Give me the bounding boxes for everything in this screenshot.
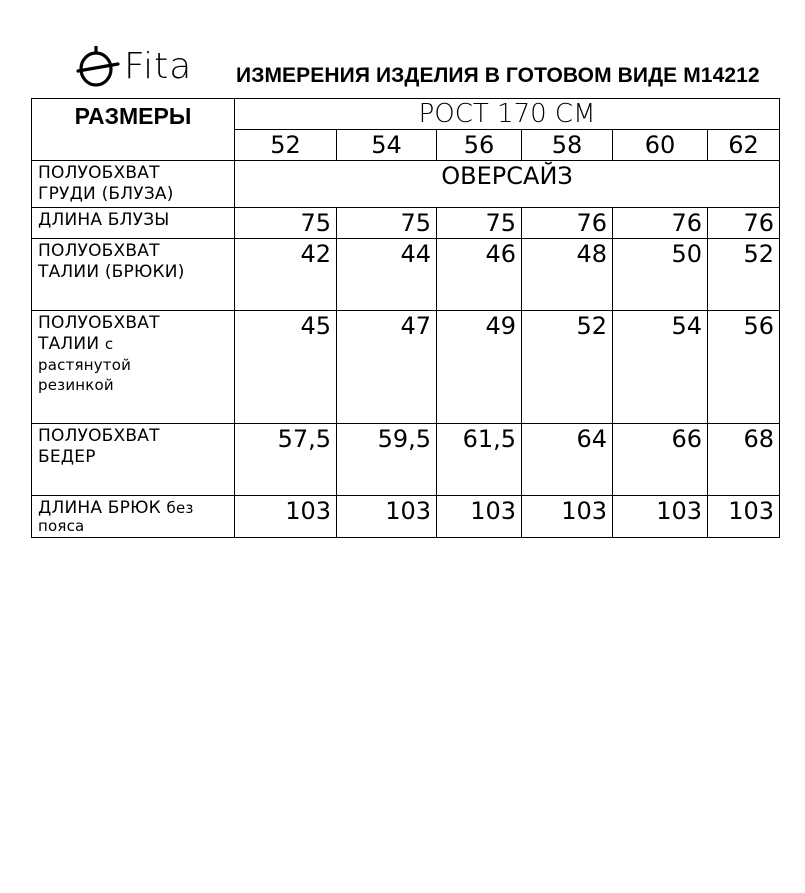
brand-logo bbox=[76, 44, 192, 90]
label-line bbox=[38, 334, 234, 355]
table-cell: 76 bbox=[708, 208, 780, 239]
row-label-chest bbox=[32, 161, 235, 208]
size-header-cell: 54 bbox=[337, 130, 437, 161]
size-header-cell: 56 bbox=[437, 130, 522, 161]
table-cell: 52 bbox=[522, 311, 613, 424]
table-row-trousers-length bbox=[32, 496, 780, 538]
table-cell: 59,5 bbox=[337, 424, 437, 496]
table-row-blouse-length bbox=[32, 208, 780, 239]
label-line: ПОЛУОБХВАТ bbox=[38, 241, 160, 261]
label-line: резинкой bbox=[38, 376, 114, 394]
label-line bbox=[38, 498, 234, 519]
size-header-cell: 62 bbox=[708, 130, 780, 161]
table-cell: 61,5 bbox=[437, 424, 522, 496]
row-label-trousers-length bbox=[32, 496, 235, 538]
page-title: ИЗМЕРЕНИЯ ИЗДЕЛИЯ В ГОТОВОМ ВИДЕ М14212 bbox=[236, 64, 760, 87]
logo-text: Fita bbox=[124, 46, 193, 87]
table-cell: 103 bbox=[235, 496, 337, 538]
table-cell: 75 bbox=[235, 208, 337, 239]
label-line: ПОЛУОБХВАТ bbox=[38, 163, 160, 183]
table-row-waist-stretched bbox=[32, 311, 780, 424]
label-text: ТАЛИИ bbox=[38, 334, 100, 354]
table-cell: 103 bbox=[522, 496, 613, 538]
table-cell: 49 bbox=[437, 311, 522, 424]
table-row-chest bbox=[32, 161, 780, 208]
table-cell: 42 bbox=[235, 239, 337, 311]
label-line: ТАЛИИ (БРЮКИ) bbox=[38, 262, 185, 282]
label-line: ПОЛУОБХВАТ bbox=[38, 426, 160, 446]
fita-logo-icon bbox=[76, 44, 120, 90]
table-cell: 75 bbox=[437, 208, 522, 239]
table-cell: 103 bbox=[613, 496, 708, 538]
table-cell: 103 bbox=[437, 496, 522, 538]
size-header-cell: 58 bbox=[522, 130, 613, 161]
size-header-cell: 52 bbox=[235, 130, 337, 161]
row-label-blouse-length: ДЛИНА БЛУЗЫ bbox=[32, 208, 235, 239]
table-row-waist bbox=[32, 239, 780, 311]
table-cell: 45 bbox=[235, 311, 337, 424]
table-cell: 57,5 bbox=[235, 424, 337, 496]
size-chart-table bbox=[31, 98, 780, 538]
table-cell: 44 bbox=[337, 239, 437, 311]
label-line: пояса bbox=[38, 517, 85, 535]
size-header-cell: 60 bbox=[613, 130, 708, 161]
table-cell: 47 bbox=[337, 311, 437, 424]
label-line: БЕДЕР bbox=[38, 447, 96, 467]
row-label-waist bbox=[32, 239, 235, 311]
table-cell: 46 bbox=[437, 239, 522, 311]
table-cell: 48 bbox=[522, 239, 613, 311]
table-cell: 54 bbox=[613, 311, 708, 424]
growth-header: РОСТ 170 СМ bbox=[235, 99, 780, 130]
chest-value: ОВЕРСАЙЗ bbox=[235, 161, 780, 208]
table-cell: 52 bbox=[708, 239, 780, 311]
header-row-growth bbox=[32, 99, 780, 130]
table-cell: 75 bbox=[337, 208, 437, 239]
label-line: ПОЛУОБХВАТ bbox=[38, 313, 160, 333]
table-cell: 76 bbox=[613, 208, 708, 239]
label-line: растянутой bbox=[38, 356, 132, 374]
label-text-small: без bbox=[166, 499, 194, 517]
table-cell: 76 bbox=[522, 208, 613, 239]
table-cell: 50 bbox=[613, 239, 708, 311]
label-line: ГРУДИ (БЛУЗА) bbox=[38, 184, 174, 204]
label-text-small: с bbox=[104, 335, 114, 353]
label-text: ДЛИНА БРЮК bbox=[38, 498, 161, 518]
table-cell: 68 bbox=[708, 424, 780, 496]
sizes-header: РАЗМЕРЫ bbox=[32, 99, 235, 161]
row-label-hips bbox=[32, 424, 235, 496]
row-label-waist-stretched bbox=[32, 311, 235, 424]
table-cell: 103 bbox=[708, 496, 780, 538]
table-cell: 103 bbox=[337, 496, 437, 538]
table-cell: 56 bbox=[708, 311, 780, 424]
table-row-hips bbox=[32, 424, 780, 496]
table-cell: 64 bbox=[522, 424, 613, 496]
table-cell: 66 bbox=[613, 424, 708, 496]
